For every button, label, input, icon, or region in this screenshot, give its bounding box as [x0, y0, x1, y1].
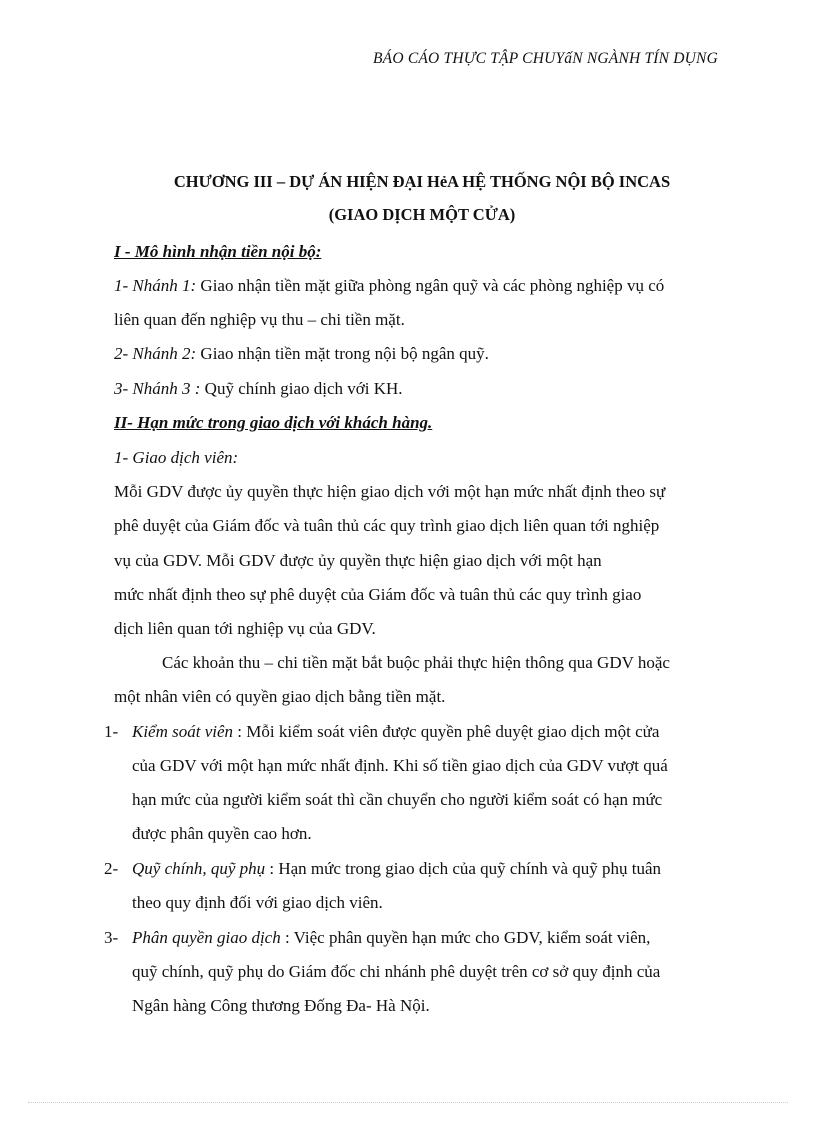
- list-text: : Hạn mức trong giao dịch của quỹ chính và quỹ phụ tuân: [265, 859, 662, 878]
- list-line: theo quy định đối với giao dịch viên.: [132, 893, 383, 912]
- list-line: của GDV với một hạn mức nhất định. Khi số tiền giao dịch của GDV vượt quá: [132, 756, 668, 775]
- paragraph-line: phê duyệt của Giám đốc và tuân thủ các quy trình giao dịch liên quan tới nghiệp: [114, 516, 660, 535]
- chapter-title: CHƯƠNG III – DỰ ÁN HIỆN ĐẠI HẻA HỆ THỐNG NỘI BỘ INCAS: [173, 172, 671, 191]
- list-number: 2-: [104, 859, 119, 878]
- chapter-subtitle: (GIAO DỊCH MỘT CỬA): [328, 205, 516, 224]
- paragraph-line: Mỗi GDV được ủy quyền thực hiện giao dịch với một hạn mức nhất định theo sự: [114, 482, 666, 501]
- list-label: Phân quyền giao dịch: [132, 928, 281, 947]
- section-2-subheading: 1- Giao dịch viên:: [114, 448, 239, 467]
- item-text: Giao nhận tiền mặt giữa phòng ngân quỹ và các phòng nghiệp vụ có: [196, 276, 665, 295]
- list-line: được phân quyền cao hơn.: [132, 824, 312, 843]
- paragraph-line: mức nhất định theo sự phê duyệt của Giám đốc và tuân thủ các quy trình giao: [114, 585, 642, 604]
- paragraph-line: dịch liên quan tới nghiệp vụ của GDV.: [114, 619, 376, 638]
- section-1-item-3: [114, 379, 403, 399]
- item-text: Quỹ chính giao dịch với KH.: [200, 379, 403, 398]
- list-line: hạn mức của người kiểm soát thì cần chuyển cho người kiểm soát có hạn mức: [132, 790, 663, 809]
- list-text: : Mỗi kiểm soát viên được quyền phê duyệt giao dịch một cửa: [233, 722, 660, 741]
- paragraph-line: một nhân viên có quyền giao dịch bằng tiền mặt.: [114, 687, 446, 706]
- item-text: Giao nhận tiền mặt trong nội bộ ngân quỹ.: [196, 344, 489, 363]
- footer-divider: [28, 1102, 788, 1103]
- list-label: Quỹ chính, quỹ phụ: [132, 859, 266, 878]
- list-item-3: [132, 928, 650, 948]
- running-header: BÁO CÁO THỰC TẬP CHUYấN NGÀNH TÍN DỤNG: [373, 50, 718, 67]
- list-text: : Việc phân quyền hạn mức cho GDV, kiểm soát viên,: [280, 928, 651, 947]
- list-line: Ngân hàng Công thương Đống Đa- Hà Nội.: [132, 996, 430, 1015]
- list-item-2: [132, 859, 661, 879]
- section-1-item-1: [114, 276, 664, 296]
- section-2-heading: II- Hạn mức trong giao dịch với khách hàng.: [114, 413, 433, 432]
- paragraph-line: vụ của GDV. Mỗi GDV được ủy quyền thực hiện giao dịch với một hạn: [114, 551, 602, 570]
- list-number: 3-: [104, 928, 119, 947]
- item-text: liên quan đến nghiệp vụ thu – chi tiền mặt.: [114, 310, 405, 329]
- section-1-item-2: [114, 344, 489, 364]
- list-line: quỹ chính, quỹ phụ do Giám đốc chi nhánh phê duyệt trên cơ sở quy định của: [132, 962, 661, 981]
- list-label: Kiểm soát viên: [132, 722, 234, 741]
- item-label: 3- Nhánh 3 :: [114, 379, 201, 398]
- section-1-heading: I - Mô hình nhận tiền nội bộ:: [114, 242, 322, 261]
- paragraph-line: Các khoản thu – chi tiền mặt bắt buộc phải thực hiện thông qua GDV hoặc: [162, 653, 670, 672]
- item-label: 2- Nhánh 2:: [114, 344, 197, 363]
- item-label: 1- Nhánh 1:: [114, 276, 197, 295]
- list-number: 1-: [104, 722, 119, 741]
- list-item-1: [132, 722, 659, 742]
- section-1-item-1-cont: [114, 310, 405, 330]
